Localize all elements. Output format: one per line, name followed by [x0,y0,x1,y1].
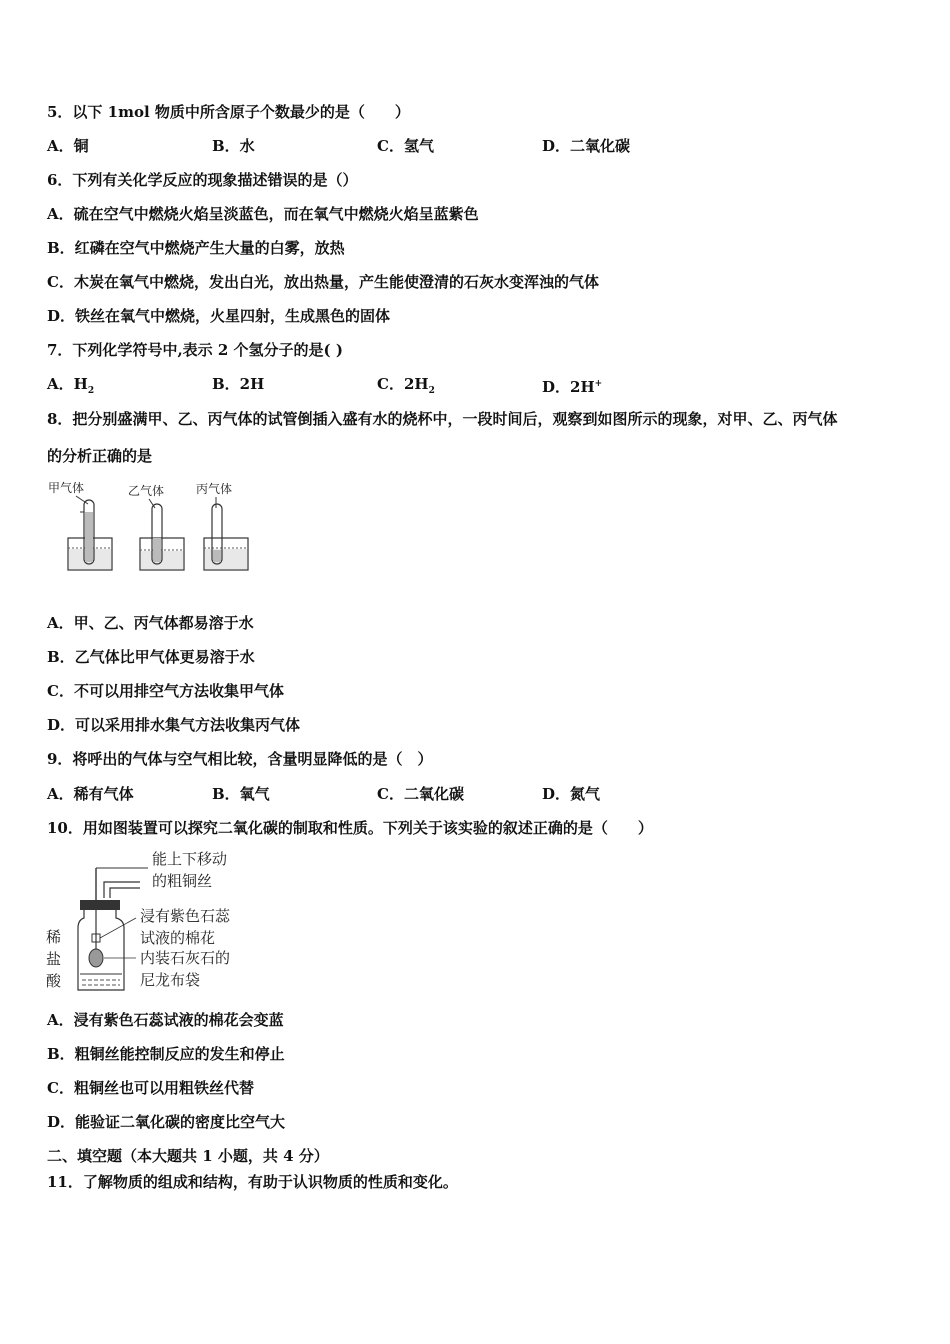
q8-figure-test-tubes [44,476,256,580]
q10-stem: 10．用如图装置可以探究二氧化碳的制取和性质。下列关于该实验的叙述正确的是（ ） [47,819,653,837]
q7-option-c: C．$2H_2$ [377,375,435,396]
q8-label-yi: 乙气体 [128,484,165,498]
q9-option-a: A．稀有气体 [47,785,134,803]
q10-label-bag-1: 内装石灰石的 [140,949,231,967]
q11-stem: 11．了解物质的组成和结构，有助于认识物质的性质和变化。 [47,1173,458,1191]
q10-label-acid-2: 盐 [46,950,62,968]
q10-label-wire-1: 能上下移动 [152,850,228,868]
q10-option-d: D．能验证二氧化碳的密度比空气大 [47,1113,286,1131]
q7-stem: 7．下列化学符号中,表示 2 个氢分子的是( ) [47,341,343,359]
q10-label-acid-3: 酸 [46,972,62,990]
q8-beaker-jia [68,500,112,570]
q6-stem: 6．下列有关化学反应的现象描述错误的是（） [47,171,358,189]
q5-option-a: A．铜 [47,137,89,155]
q7-option-d: D．2H+ [542,378,603,396]
q8-option-b: B．乙气体比甲气体更易溶于水 [47,648,255,666]
q8-beaker-bing [204,504,248,570]
q10-option-a: A．浸有紫色石蕊试液的棉花会变蓝 [47,1011,284,1029]
q5-stem: 5．以下 1mol 物质中所含原子个数最少的是（ ） [47,103,410,121]
q6-option-c: C．木炭在氧气中燃烧，发出白光，放出热量，产生能使澄清的石灰水变浑浊的气体 [47,273,599,291]
q9-stem: 9．将呼出的气体与空气相比较，含量明显降低的是（ ） [47,750,433,768]
q10-label-bag-2: 尼龙布袋 [140,971,201,989]
q10-figure-apparatus [44,846,254,996]
q10-label-acid-1: 稀 [46,928,62,946]
q8-option-c: C．不可以用排空气方法收集甲气体 [47,682,284,700]
q9-option-b: B．氧气 [212,785,270,803]
q9-option-d: D．氮气 [542,785,601,803]
q7-option-b: B．2H [212,375,265,393]
q5-option-b: B．水 [212,137,255,155]
q5-option-d: D．二氧化碳 [542,137,631,155]
q10-option-b: B．粗铜丝能控制反应的发生和停止 [47,1045,285,1063]
q8-stem-line1: 8．把分别盛满甲、乙、丙气体的试管倒插入盛有水的烧杯中，一段时间后，观察到如图所示的现象，对甲、乙、丙气体 [47,410,838,428]
q9-option-c: C．二氧化碳 [377,785,464,803]
q10-option-c: C．粗铜丝也可以用粗铁丝代替 [47,1079,254,1097]
section2-title: 二、填空题（本大题共 1 小题，共 4 分） [47,1147,329,1165]
q10-label-cotton-1: 浸有紫色石蕊 [140,907,231,925]
q10-label-wire-2: 的粗铜丝 [152,872,213,890]
q8-option-d: D．可以采用排水集气方法收集丙气体 [47,716,301,734]
q6-option-d: D．铁丝在氧气中燃烧，火星四射，生成黑色的固体 [47,307,391,325]
q6-option-a: A．硫在空气中燃烧火焰呈淡蓝色，而在氧气中燃烧火焰呈蓝紫色 [47,205,479,223]
q8-label-jia: 甲气体 [48,481,85,495]
q8-stem-line2: 的分析正确的是 [47,447,153,465]
q10-label-cotton-2: 试液的棉花 [140,929,216,947]
q8-beaker-yi [140,504,184,570]
q8-option-a: A．甲、乙、丙气体都易溶于水 [47,614,254,632]
q7-option-a: A．$H_2$ [47,375,95,396]
q6-option-b: B．红磷在空气中燃烧产生大量的白雾，放热 [47,239,345,257]
q5-option-c: C．氢气 [377,137,434,155]
q8-label-bing: 丙气体 [196,482,233,496]
